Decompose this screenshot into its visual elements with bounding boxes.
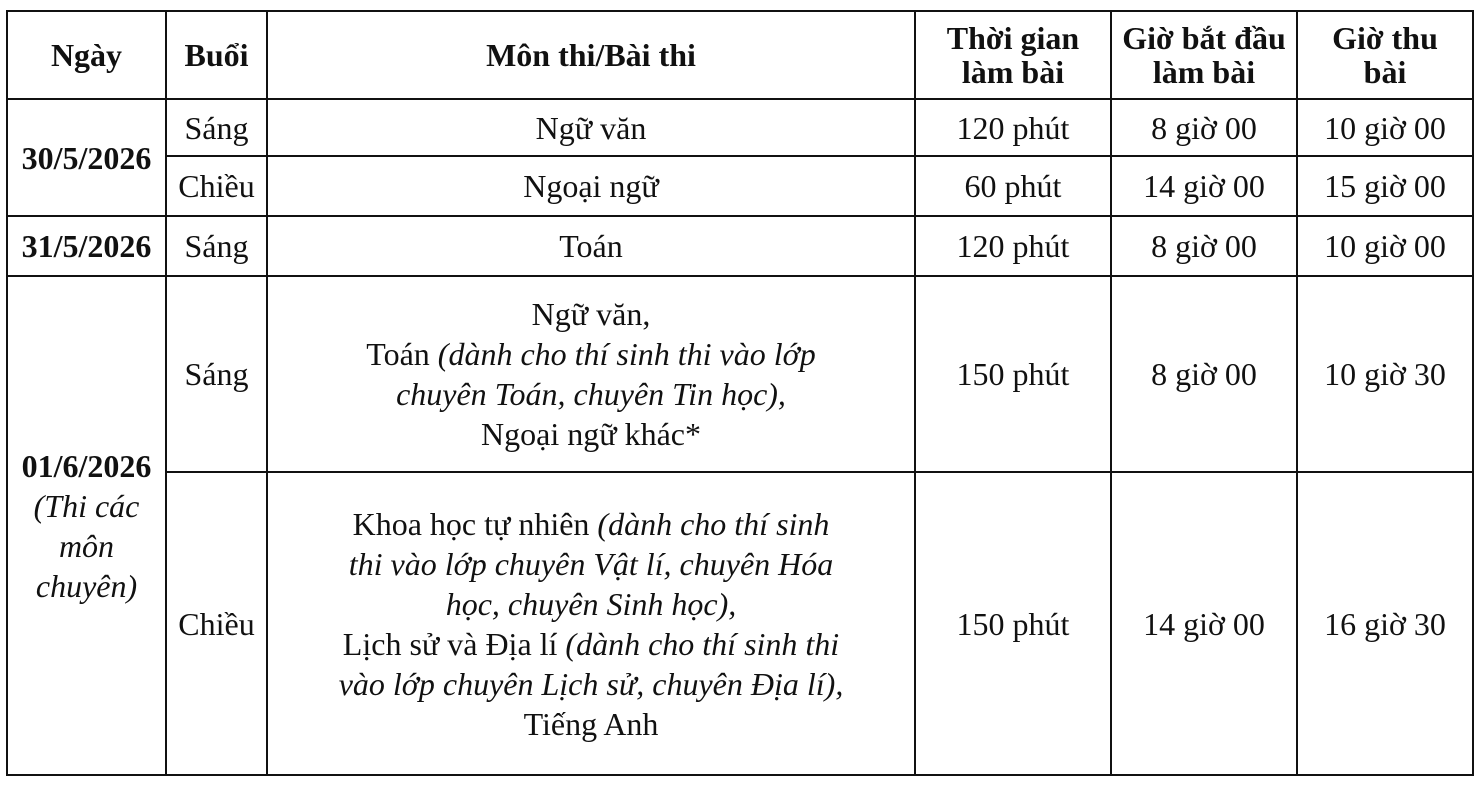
subject-cell: Toán <box>267 216 915 276</box>
subject-cell: Ngữ văn <box>267 99 915 156</box>
header-ngay: Ngày <box>7 11 166 99</box>
date-note-line-2: môn <box>58 527 115 564</box>
subject-line-1: Ngữ văn, <box>531 296 651 332</box>
table-row <box>7 216 1473 276</box>
end-time-cell: 15 giờ 00 <box>1297 156 1473 216</box>
start-time-cell: 8 giờ 00 <box>1111 276 1297 472</box>
duration-cell: 120 phút <box>915 216 1111 276</box>
subject-line-2: thi vào lớp chuyên Vật lí, chuyên Hóa <box>348 545 834 582</box>
date-cell: 30/5/2026 <box>7 99 166 216</box>
start-time-cell: 8 giờ 00 <box>1111 99 1297 156</box>
table-row <box>7 276 1473 472</box>
end-time-cell: 10 giờ 00 <box>1297 216 1473 276</box>
session-cell: Sáng <box>166 276 267 472</box>
subject-line-6: Tiếng Anh <box>523 705 659 742</box>
subject-line-1-plain: Khoa học tự nhiên <box>352 505 598 542</box>
header-buoi: Buổi <box>166 11 267 99</box>
header-row <box>7 11 1473 99</box>
end-time-cell: 10 giờ 00 <box>1297 99 1473 156</box>
session-cell: Sáng <box>166 216 267 276</box>
subject-line-5: vào lớp chuyên Lịch sử, chuyên Địa lí), <box>338 665 844 702</box>
header-gio-bat-dau <box>1111 11 1297 99</box>
subject-line-2-plain: Toán <box>366 336 438 372</box>
subject-line-1 <box>272 504 910 544</box>
subject-line-4-italic: (dành cho thí sinh thi <box>565 625 840 662</box>
end-time-cell: 10 giờ 30 <box>1297 276 1473 472</box>
date-note-line-3: chuyên) <box>35 567 138 604</box>
session-cell: Chiều <box>166 156 267 216</box>
start-time-cell: 8 giờ 00 <box>1111 216 1297 276</box>
subject-line-4 <box>272 624 910 664</box>
duration-cell: 60 phút <box>915 156 1111 216</box>
header-gio-thu-bai <box>1297 11 1473 99</box>
start-time-cell: 14 giờ 00 <box>1111 156 1297 216</box>
header-thoi-gian <box>915 11 1111 99</box>
header-thoi-gian-line-2: làm bài <box>961 54 1065 90</box>
header-gio-bat-dau-line-1: Giờ bắt đầu <box>1122 20 1286 56</box>
duration-cell: 150 phút <box>915 276 1111 472</box>
header-gio-thu-bai-line-1: Giờ thu <box>1332 20 1438 56</box>
header-thoi-gian-line-1: Thời gian <box>946 20 1080 56</box>
subject-cell: Ngoại ngữ <box>267 156 915 216</box>
date-cell: 31/5/2026 <box>7 216 166 276</box>
subject-line-2-italic: (dành cho thí sinh thi vào lớp <box>437 336 816 372</box>
subject-line-3: chuyên Toán, chuyên Tin học), <box>396 376 786 412</box>
table-row <box>7 472 1473 775</box>
subject-cell <box>267 276 915 472</box>
session-cell: Sáng <box>166 99 267 156</box>
subject-line-4-plain: Lịch sử và Địa lí <box>342 625 566 662</box>
subject-line-3: học, chuyên Sinh học), <box>445 585 737 622</box>
header-gio-bat-dau-line-2: làm bài <box>1152 54 1256 90</box>
subject-cell <box>267 472 915 775</box>
date-text: 01/6/2026 <box>21 447 152 484</box>
start-time-cell: 14 giờ 00 <box>1111 472 1297 775</box>
date-note-line-1: (Thi các <box>33 487 140 524</box>
subject-line-4: Ngoại ngữ khác* <box>481 416 701 452</box>
exam-schedule-table <box>6 10 1474 776</box>
header-gio-thu-bai-line-2: bài <box>1363 54 1407 90</box>
date-cell-specialized <box>7 276 166 775</box>
duration-cell: 120 phút <box>915 99 1111 156</box>
header-mon-thi: Môn thi/Bài thi <box>267 11 915 99</box>
session-cell: Chiều <box>166 472 267 775</box>
table-row <box>7 99 1473 156</box>
subject-line-2 <box>272 334 910 374</box>
subject-line-1-italic: (dành cho thí sinh <box>597 505 830 542</box>
table-row <box>7 156 1473 216</box>
end-time-cell: 16 giờ 30 <box>1297 472 1473 775</box>
duration-cell: 150 phút <box>915 472 1111 775</box>
